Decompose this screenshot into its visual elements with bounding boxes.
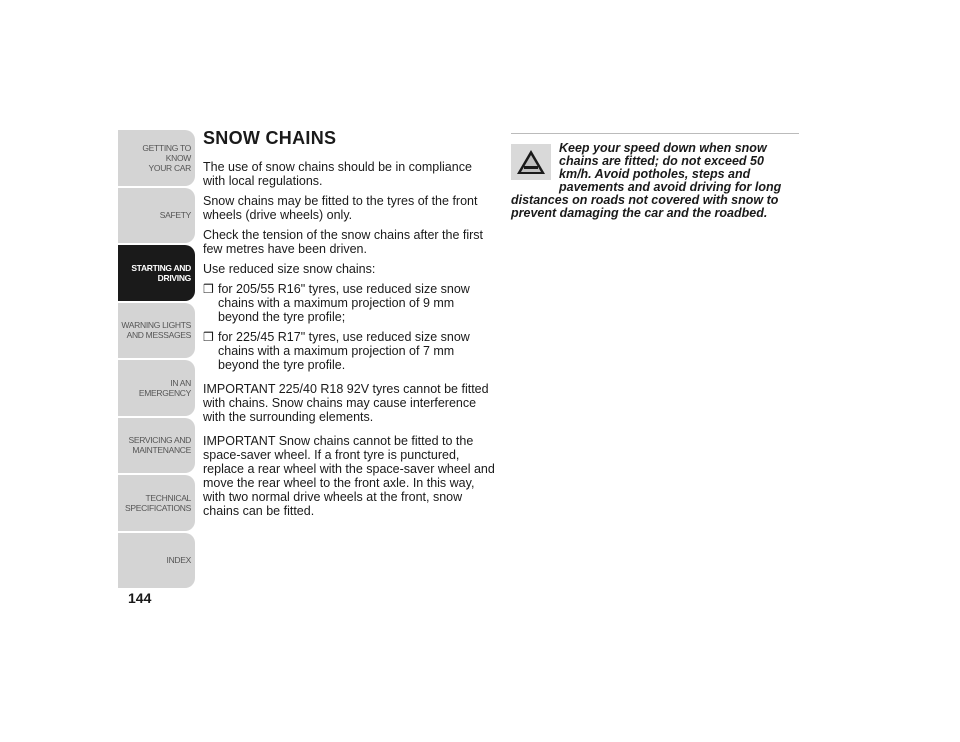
tab-warning-lights[interactable] — [118, 303, 195, 359]
tab-label: SERVICING AND MAINTENANCE — [128, 435, 191, 456]
checkbox-bullet-icon: ❒ — [203, 330, 214, 344]
tab-starting-and-driving[interactable] — [118, 245, 195, 301]
tab-safety[interactable] — [118, 188, 195, 244]
tab-index[interactable] — [118, 533, 195, 589]
paragraph: The use of snow chains should be in compliance with local regulations. — [203, 160, 472, 188]
tab-label: SAFETY — [159, 210, 191, 221]
paragraph: Check the tension of the snow chains after the first few metres have been driven. — [203, 228, 484, 256]
tab-label: TECHNICAL SPECIFICATIONS — [124, 492, 191, 513]
chapter-tabs — [118, 130, 195, 588]
page-number: 144 — [128, 590, 152, 606]
warning-box — [511, 133, 799, 220]
tab-label: INDEX — [166, 555, 191, 566]
warning-triangle-icon — [511, 144, 551, 180]
list-item — [203, 282, 495, 324]
tab-in-an-emergency[interactable] — [118, 360, 195, 416]
tab-technical-specifications[interactable] — [118, 475, 195, 531]
main-column — [203, 128, 495, 524]
section-title: SNOW CHAINS — [203, 128, 337, 148]
tab-getting-to-know[interactable] — [118, 130, 195, 186]
important-note: IMPORTANT 225/40 R18 92V tyres cannot be fitted with chains. Snow chains may cause interference with the surrounding elements. — [203, 382, 489, 424]
tab-label: WARNING LIGHTS AND MESSAGES — [121, 320, 191, 341]
tab-label: IN AN EMERGENCY — [138, 377, 191, 398]
tab-label: GETTING TO KNOW YOUR CAR — [142, 142, 191, 173]
paragraph: Snow chains may be fitted to the tyres of the front wheels (drive wheels) only. — [203, 194, 478, 222]
important-note: IMPORTANT Snow chains cannot be fitted to the space-saver wheel. If a front tyre is punctured, replace a rear wheel with the space-saver wheel and move the rear wheel to the front axle. In this way, with two normal drive wheels at the front, snow chains can be fitted. — [203, 434, 495, 518]
warning-text: Keep your speed down when snow chains are fitted; do not exceed 50 km/h. Avoid potholes, steps and pavements and avoid driving for long distances on roads not covered with snow to prevent damaging the car and the roadbed. — [511, 141, 782, 220]
paragraph: Use reduced size snow chains: — [203, 262, 376, 276]
divider — [511, 133, 799, 134]
list-item-text: for 225/45 R17" tyres, use reduced size snow chains with a maximum projection of 7 mm beyond the tyre profile. — [218, 330, 470, 372]
list-item — [203, 330, 495, 372]
checkbox-bullet-icon: ❒ — [203, 282, 214, 296]
list-item-text: for 205/55 R16" tyres, use reduced size snow chains with a maximum projection of 9 mm beyond the tyre profile; — [218, 282, 470, 324]
tab-label: STARTING AND DRIVING — [131, 262, 191, 283]
tab-servicing[interactable] — [118, 418, 195, 474]
